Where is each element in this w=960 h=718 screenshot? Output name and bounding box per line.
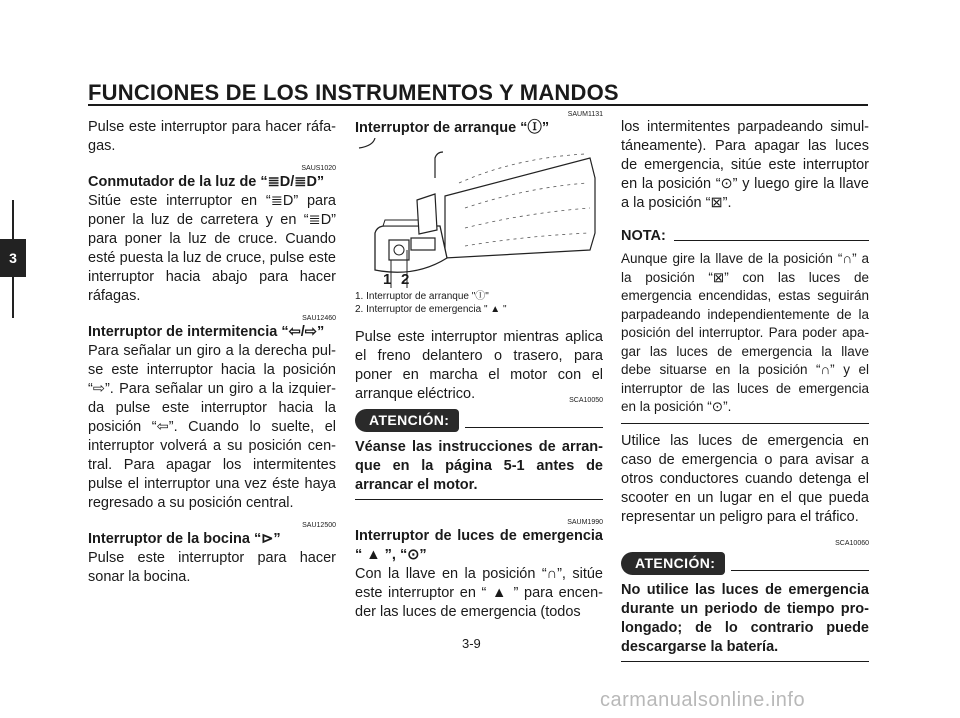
callout-1: 1 [383, 271, 392, 288]
caution-rule [731, 570, 869, 571]
caution-badge: ATENCIÓN: [355, 409, 459, 432]
column-3 [621, 118, 869, 662]
section-code: SAUM1990 [567, 519, 603, 526]
caution-badge: ATENCIÓN: [621, 552, 725, 575]
caution-header [621, 552, 869, 575]
section-code: SAUS1020 [301, 165, 336, 172]
section-title-starter: Interruptor de arranque “Ⓘ” [355, 120, 550, 136]
note-text: Aunque gire la llave de la posición “∩” a la posición “⊠” con las luces de emergencia encendidas, estas seguirán parpadeando independientemente de la posición del interruptor. Para poder apa-gar las luces de emergencia la llave debe situarse en la posición “∩” y el interruptor de las luces de emergencia en la posición “⊙”. [621, 251, 869, 414]
caution-rule [465, 427, 603, 428]
section-text-turn-signal: Para señalar un giro a la derecha pul-se este interruptor hacia la posición “⇨”. Para señalar un giro a la izquier-da pulse este interruptor hacia la posición “⇦”. Cuando lo suelte, el interruptor volverá a su posición cen-tral. Para apagar los intermitentes pulse el interruptor una vez éste haya regresado a su posición central. [88, 343, 336, 511]
section-text-starter: Pulse este interruptor mientras aplica el freno delantero o trasero, para poner en marcha el motor con el arranque eléctrico. [355, 329, 603, 402]
section-code: SCA10050 [569, 397, 603, 404]
section-title-turn-signal: Interruptor de intermitencia “⇦/⇨” [88, 324, 325, 340]
handlebar-figure [355, 138, 603, 288]
caution-bottom-rule [621, 661, 869, 662]
caution-header [355, 409, 603, 432]
section-title-hazard: Interruptor de luces de emergencia “ ▲ ”, “⊙” [355, 528, 603, 563]
figure-caption-2: 2. Interruptor de emergencia " ▲ " [355, 304, 507, 315]
section-title-light-switch: Conmutador de la luz de “≣D/≣D” [88, 174, 325, 190]
caution-text: No utilice las luces de emergencia durante un periodo de tiempo pro-longado; de lo contrario puede descargarse la batería. [621, 581, 869, 655]
section-title-horn: Interruptor de la bocina “⊳” [88, 531, 281, 547]
hazard-continued-text: los intermitentes parpadeando simul-táneamente). Para apagar las luces de emergencia, sitúe este interruptor en la posición “⊙” y luego gire la llave a la posición “⊠”. [621, 119, 869, 211]
note-bottom-rule [621, 423, 869, 424]
section-text-light-switch: Sitúe este interruptor en “≣D” para poner la luz de carretera y en “≣D” para poner la luz de cruce. Cuando esté puesta la luz de cruce, pulse este interruptor hacia abajo para hacer ráfagas. [88, 193, 336, 304]
watermark: carmanualsonline.info [600, 689, 806, 711]
note-header [621, 227, 869, 246]
section-code: SAUM1131 [567, 111, 603, 118]
chapter-tab: 3 [0, 239, 26, 277]
intro-text: Pulse este interruptor para hacer ráfa-gas. [88, 119, 336, 154]
column-2 [355, 110, 603, 622]
section-code: SCA10060 [835, 539, 869, 547]
section-text-horn: Pulse este interruptor para hacer sonar la bocina. [88, 550, 336, 585]
note-rule [674, 240, 869, 241]
note-label: NOTA: [621, 228, 666, 244]
callout-2: 2 [401, 271, 410, 288]
section-code: SAU12460 [302, 315, 336, 322]
figure-caption-1: 1. Interruptor de arranque "Ⓘ" [355, 291, 489, 302]
caution-bottom-rule [355, 499, 603, 500]
hazard-usage-text: Utilice las luces de emergencia en caso de emergencia o para avisar a otros conductores cuando detenga el scooter en un lugar en el que pueda representar un peligro para el tráfico. [621, 432, 869, 525]
column-1 [88, 118, 336, 587]
caution-text: Véanse las instrucciones de arran-que en la página 5-1 antes de arrancar el motor. [355, 439, 603, 493]
page-number: 3-9 [462, 636, 481, 651]
section-text-hazard: Con la llave en la posición “∩”, sitúe este interruptor en “ ▲ ” para encen-der las luces de emergencia (todos [355, 566, 603, 620]
page-header-title: FUNCIONES DE LOS INSTRUMENTOS Y MANDOS [88, 80, 619, 105]
section-code: SAU12500 [302, 522, 336, 529]
handlebar-switch-illustration [355, 138, 603, 288]
header-rule [88, 104, 868, 106]
